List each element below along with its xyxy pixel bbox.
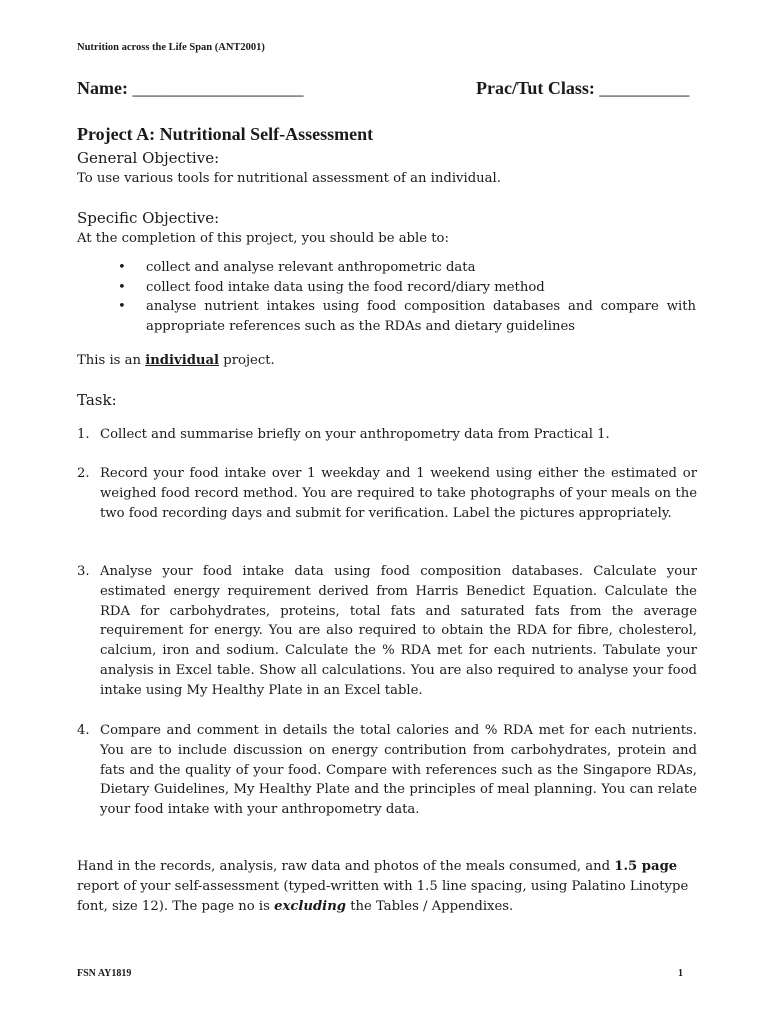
- list-item: • collect food intake data using the food record/diary method: [118, 278, 696, 298]
- task-text: Analyse your food intake data using food composition databases. Calculate your estimated energy requirement derived from Harris Benedict Equation. Calculate the RDA for carbohydrates, proteins, total fats and saturated fats from the average requirement for energy. You are also required to obtain the RDA for fibre, cholesterol, calcium, iron and sodium. Calculate the % RDA met for each nutrients. Tabulate your analysis in Excel table. Show all calculations. You are also required to analyse your food intake using My Healthy Plate in an Excel table.: [100, 564, 697, 698]
- task-number: 4.: [77, 723, 90, 738]
- general-objective-text: To use various tools for nutritional assessment of an individual.: [77, 171, 501, 186]
- bullet-icon: •: [118, 260, 126, 275]
- page-number: 1: [678, 968, 683, 979]
- task-item: [77, 464, 697, 523]
- bullet-icon: •: [118, 299, 126, 315]
- course-header: Nutrition across the Life Span (ANT2001): [77, 42, 265, 53]
- task-number: 1.: [77, 427, 90, 442]
- task-text: Collect and summarise briefly on your anthropometry data from Practical 1.: [100, 427, 610, 442]
- individual-note: This is an individual project.: [77, 353, 275, 368]
- task-number: 2.: [77, 466, 90, 481]
- general-objective-heading: General Objective:: [77, 149, 220, 167]
- bullet-icon: •: [118, 279, 126, 295]
- class-label: Prac/Tut Class:: [476, 78, 595, 98]
- task-text: Compare and comment in details the total calories and % RDA met for each nutrients. You are to include discussion on energy contribution from carbohydrates, protein and fats and the quality of your food. Compare with references such as the Singapore RDAs, Dietary Guidelines, My Healthy Plate and the principles of meal planning. You can relate your food intake with your anthropometry data.: [100, 723, 697, 818]
- list-item: • collect and analyse relevant anthropometric data: [118, 258, 696, 278]
- specific-objective-intro: At the completion of this project, you should be able to:: [77, 231, 449, 246]
- objective-list: [118, 258, 696, 336]
- list-item: • analyse nutrient intakes using food composition databases and compare with appropriate references such as the RDAs and dietary guidelines: [118, 299, 696, 334]
- project-title: Project A: Nutritional Self-Assessment: [77, 124, 374, 144]
- task-item: [77, 721, 697, 820]
- class-blank: __________: [599, 78, 690, 98]
- task-heading: Task:: [77, 391, 117, 409]
- footer-code: FSN AY1819: [77, 968, 132, 979]
- name-field: [77, 78, 303, 99]
- task-number: 3.: [77, 564, 90, 579]
- individual-emphasis: individual: [145, 353, 220, 368]
- specific-objective-heading: Specific Objective:: [77, 209, 220, 227]
- name-label: Name:: [77, 78, 128, 98]
- excluding-emphasis: excluding: [274, 898, 346, 914]
- name-blank: ___________________: [132, 78, 304, 98]
- submission-instructions: Hand in the records, analysis, raw data and photos of the meals consumed, and 1.5 page report of your self-assessment (typed-written with 1.5 line spacing, using Palatino Linotype font, size 12). The page no is excluding the Tables / Appendixes.: [77, 859, 689, 914]
- task-text: Record your food intake over 1 weekday and 1 weekend using either the estimated or weighed food record method. You are required to take photographs of your meals on the two food recording days and submit for verification. Label the pictures appropriately.: [100, 466, 697, 521]
- task-item: [77, 425, 697, 445]
- class-field: [476, 78, 689, 99]
- task-item: [77, 562, 697, 701]
- page-length: 1.5 page: [614, 859, 678, 874]
